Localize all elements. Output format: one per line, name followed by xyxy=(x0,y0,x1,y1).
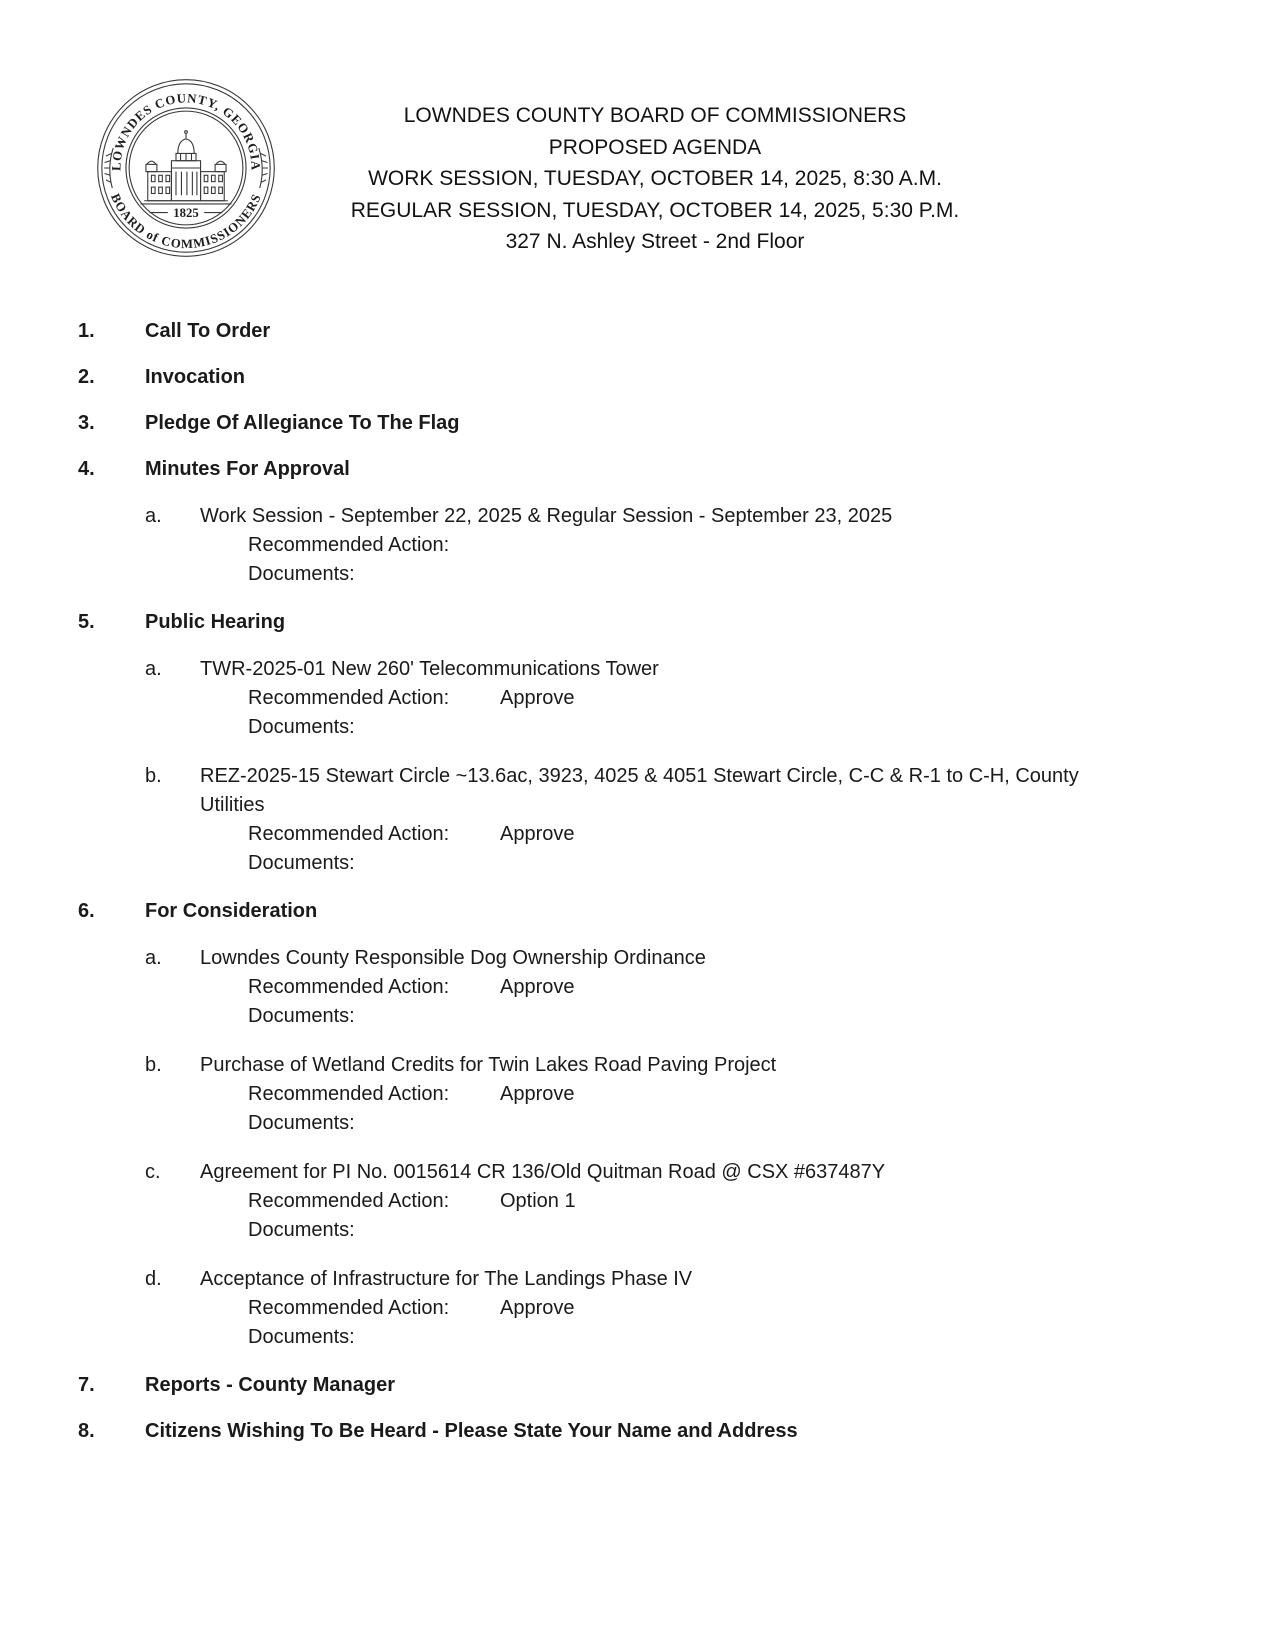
item-text: Agreement for PI No. 0015614 CR 136/Old Quitman Road @ CSX #637487Y xyxy=(200,1161,886,1183)
item-letter: c. xyxy=(145,1161,161,1183)
header-address-line: 327 N. Ashley Street - 2nd Floor xyxy=(505,230,805,253)
agenda-item-6a xyxy=(0,944,1275,1031)
agenda-item-5a xyxy=(0,655,1275,742)
item-letter: a. xyxy=(145,658,162,680)
seal-year: 1825 xyxy=(173,206,199,221)
section-pledge xyxy=(0,410,1275,436)
agenda-item-6c xyxy=(0,1158,1275,1245)
seal-bottom-text: BOARD of COMMISSIONERS xyxy=(108,191,264,252)
header-org-line: LOWNDES COUNTY BOARD OF COMMISSIONERS xyxy=(403,104,907,127)
section-call-to-order xyxy=(0,318,1275,344)
section-number: 6. xyxy=(78,900,95,922)
documents-label: Documents: xyxy=(248,852,355,874)
header-work-session-line: WORK SESSION, TUESDAY, OCTOBER 14, 2025, 8:30 A.M. xyxy=(368,167,942,190)
county-seal xyxy=(95,75,277,261)
agenda-item-6b xyxy=(0,1051,1275,1138)
documents-label: Documents: xyxy=(248,716,355,738)
recommended-action-label: Recommended Action: xyxy=(248,823,450,845)
section-minutes-for-approval xyxy=(0,456,1275,589)
section-title: Public Hearing xyxy=(145,611,286,633)
section-number: 1. xyxy=(78,320,95,342)
section-reports-county-manager xyxy=(0,1372,1275,1398)
item-letter: d. xyxy=(145,1268,162,1290)
section-citizens-to-be-heard xyxy=(0,1418,1275,1444)
item-text: Acceptance of Infrastructure for The Landings Phase IV xyxy=(200,1268,693,1290)
section-title: Pledge Of Allegiance To The Flag xyxy=(145,412,460,434)
section-title: Citizens Wishing To Be Heard - Please State Your Name and Address xyxy=(145,1420,798,1442)
recommended-action-label: Recommended Action: xyxy=(248,976,450,998)
recommended-action-label: Recommended Action: xyxy=(248,1297,450,1319)
recommended-action-label: Recommended Action: xyxy=(248,534,450,556)
section-number: 3. xyxy=(78,412,95,434)
agenda-item-4a xyxy=(0,502,1275,589)
recommended-action-value: Approve xyxy=(500,823,575,845)
section-number: 8. xyxy=(78,1420,95,1442)
recommended-action-label: Recommended Action: xyxy=(248,687,450,709)
item-text: Lowndes County Responsible Dog Ownership Ordinance xyxy=(200,947,706,969)
seal-top-text: LOWNDES COUNTY, GEORGIA xyxy=(109,91,263,172)
header-regular-session-line: REGULAR SESSION, TUESDAY, OCTOBER 14, 2025, 5:30 P.M. xyxy=(350,198,960,222)
recommended-action-value: Approve xyxy=(500,976,575,998)
section-invocation xyxy=(0,364,1275,390)
recommended-action-label: Recommended Action: xyxy=(248,1083,450,1105)
section-for-consideration xyxy=(0,898,1275,1352)
section-title: Invocation xyxy=(145,366,246,388)
item-letter: b. xyxy=(145,1054,162,1076)
agenda-item-6d xyxy=(0,1265,1275,1352)
section-title: Minutes For Approval xyxy=(145,458,350,480)
agenda-item-5b xyxy=(0,762,1275,878)
recommended-action-label: Recommended Action: xyxy=(248,1190,450,1212)
section-number: 2. xyxy=(78,366,95,388)
section-number: 5. xyxy=(78,611,95,633)
section-number: 7. xyxy=(78,1374,95,1396)
documents-label: Documents: xyxy=(248,563,355,585)
item-letter: a. xyxy=(145,505,162,527)
section-title: For Consideration xyxy=(145,900,318,922)
section-title: Reports - County Manager xyxy=(145,1374,396,1396)
courthouse-icon xyxy=(141,131,232,213)
documents-label: Documents: xyxy=(248,1326,355,1348)
documents-label: Documents: xyxy=(248,1219,355,1241)
documents-label: Documents: xyxy=(248,1005,355,1027)
item-text: Work Session - September 22, 2025 & Regular Session - September 23, 2025 xyxy=(200,505,893,527)
item-text: Purchase of Wetland Credits for Twin Lakes Road Paving Project xyxy=(200,1054,777,1076)
item-text: TWR-2025-01 New 260' Telecommunications Tower xyxy=(200,658,659,680)
recommended-action-value: Approve xyxy=(500,1083,575,1105)
recommended-action-value: Approve xyxy=(500,687,575,709)
section-title: Call To Order xyxy=(145,320,271,342)
header-agenda-line: PROPOSED AGENDA xyxy=(548,135,762,159)
recommended-action-value: Approve xyxy=(500,1297,575,1319)
recommended-action-value: Option 1 xyxy=(500,1190,576,1212)
item-text: REZ-2025-15 Stewart Circle ~13.6ac, 3923, 4025 & 4051 Stewart Circle, C-C & R-1 to C-H, County Utilities xyxy=(200,765,1079,816)
section-number: 4. xyxy=(78,458,95,480)
agenda-list xyxy=(0,318,1275,1464)
documents-label: Documents: xyxy=(248,1112,355,1134)
item-letter: b. xyxy=(145,765,162,787)
item-letter: a. xyxy=(145,947,162,969)
document-header xyxy=(335,100,975,258)
section-public-hearing xyxy=(0,609,1275,878)
